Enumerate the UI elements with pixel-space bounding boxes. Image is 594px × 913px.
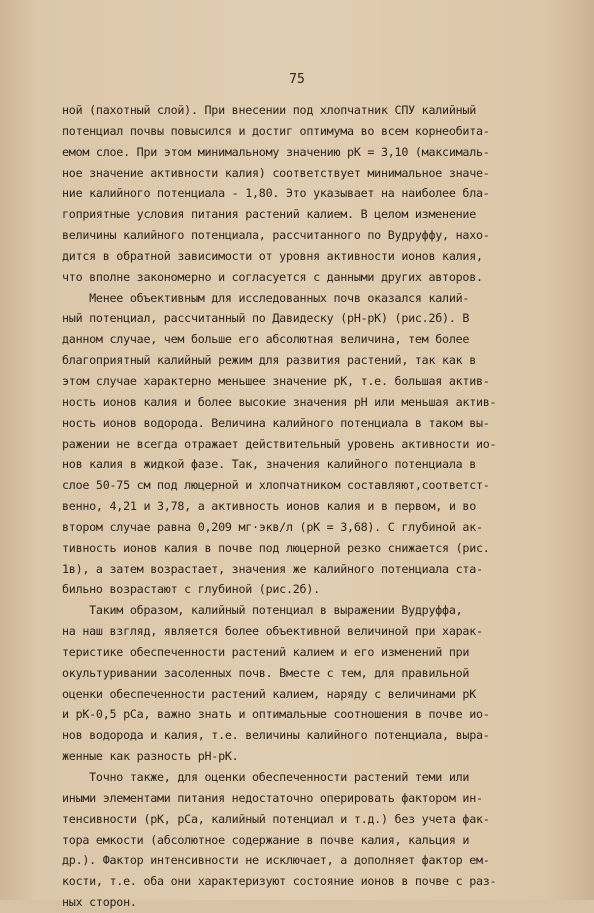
- page-number: 75: [289, 72, 305, 87]
- text-line: дится в обратной зависимости от уровня активности ионов калия,: [62, 248, 483, 263]
- text-line: тивность ионов калия в почве под люцерной резко снижается (рис.: [62, 540, 490, 555]
- text-line: окультуривании засоленных почв. Вместе с тем, для правильной: [62, 665, 470, 680]
- text-line: бильно возрастают с глубиной (рис.2б).: [62, 582, 320, 597]
- text-line: ние калийного потенциала - 1,80. Это указывает на наиболее бла-: [62, 186, 490, 201]
- text-line: ность ионов водорода. Величина калийного потенциала в таком вы-: [62, 415, 490, 430]
- text-line: ной (пахотный слой). При внесении под хлопчатник СПУ калийный: [62, 103, 476, 117]
- text-line: тора емкости (абсолютное содержание в почве калия, кальция и: [62, 832, 470, 847]
- text-line: данном случае, чем больше его абсолютная величина, тем более: [62, 332, 470, 347]
- text-line: ный потенциал, рассчитанный по Давидеску (рН-рК) (рис.2б). В: [62, 311, 470, 326]
- text-line: ное значение активности калия) соответствует минимальное значе-: [62, 165, 490, 180]
- text-line: втором случае равна 0,209 мг·экв/л (рК = 3,68). С глубиной ак-: [62, 519, 483, 534]
- text-line: оценки обеспеченности растений калием, наряду с величинами рК: [62, 686, 476, 701]
- text-line: и рК-0,5 рСа, важно знать и оптимальные соотношения в почве ио-: [62, 707, 490, 722]
- text-line: тенсивности (рК, рСа, калийный потенциал и т.д.) без учета фак-: [62, 811, 490, 826]
- text-line: емом слое. При этом минимальному значению рК = 3,10 (максималь-: [62, 144, 490, 159]
- text-line: венно, 4,21 и 3,78, а активность ионов калия и в первом, и во: [62, 499, 476, 514]
- text-line: Точно также, для оценки обеспеченности растений теми или: [62, 770, 470, 784]
- text-line: др.). Фактор интенсивности не исключает, а дополняет фактор ем-: [62, 853, 490, 868]
- text-line: этом случае характерно меньшее значение рК, т.е. большая актив-: [62, 373, 490, 388]
- text-line: 1в), а затем возрастает, значения же калийного потенциала ста-: [62, 561, 483, 576]
- text-line: слое 50-75 см под люцерной и хлопчатником составляют,соответст-: [62, 478, 490, 493]
- text-line: Таким образом, калийный потенциал в выражении Вудруффа,: [62, 603, 463, 618]
- text-line: теристике обеспеченности растений калием и его изменений при: [62, 644, 470, 659]
- text-line: нов водорода и калия, т.е. величины калийного потенциала, выра-: [62, 728, 490, 743]
- text-line: женные как разность рН-рК.: [62, 749, 239, 764]
- body-text: [62, 100, 562, 913]
- text-line: что вполне закономерно и согласуется с данными других авторов.: [62, 269, 483, 284]
- text-line: ражении не всегда отражает действительный уровень активности ио-: [62, 436, 497, 451]
- text-line: кости, т.е. оба они характеризуют состояние ионов в почве с раз-: [62, 874, 497, 889]
- text-line: иными элементами питания недостаточно оперировать фактором ин-: [62, 790, 483, 805]
- text-line: благоприятный калийный режим для развития растений, так как в: [62, 353, 476, 368]
- text-line: величины калийного потенциала, рассчитанного по Вудруффу, нахо-: [62, 228, 490, 243]
- text-line: потенциал почвы повысился и достиг оптимума во всем корнеобита-: [62, 123, 490, 138]
- text-line: на наш взгляд, является более объективной величиной при харак-: [62, 624, 483, 639]
- text-line: Менее объективным для исследованных почв оказался калий-: [62, 290, 470, 305]
- text-line: гоприятные условия питания растений калием. В целом изменение: [62, 207, 476, 222]
- text-line: ных сторон.: [62, 895, 137, 910]
- text-line: нов калия в жидкой фазе. Так, значения калийного потенциала в: [62, 457, 476, 472]
- text-line: ность ионов калия и более высокие значения рН или меньшая актив-: [62, 394, 497, 409]
